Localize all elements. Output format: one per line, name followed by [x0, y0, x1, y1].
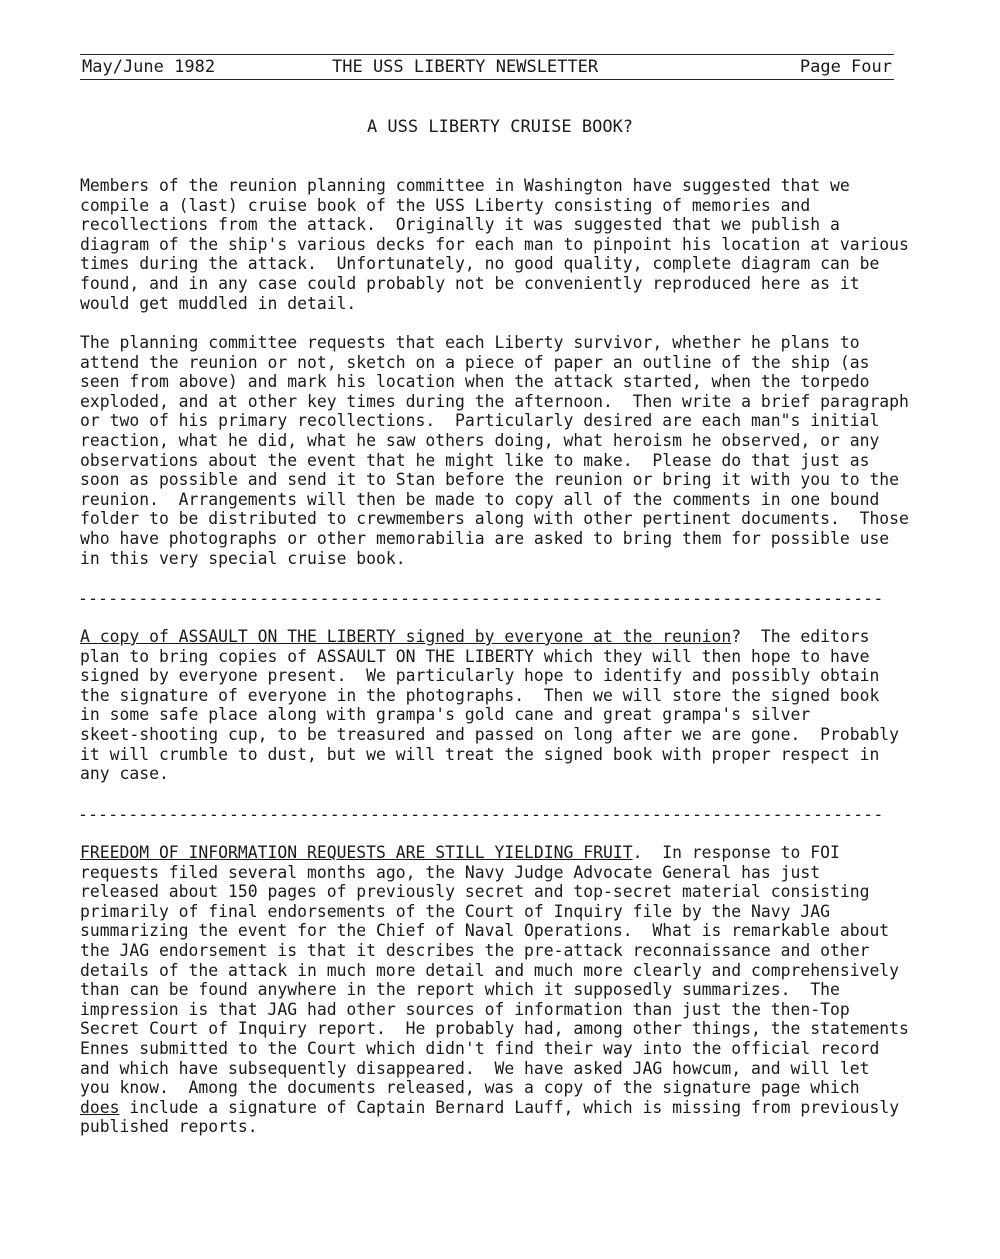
- section-divider: --------------------------------------------------------------------------------: [78, 589, 884, 608]
- emphasis-does: does: [80, 1097, 120, 1117]
- paragraph-foi-requests: FREEDOM OF INFORMATION REQUESTS ARE STILL YIELDING FRUIT. In response to FOI requests filed several months ago, the Navy Judge Advocate General has just released about 150 pages of previously secret and top-secret material consisting primarily of final endorsements of the Court of Inquiry file by the Navy JAG summarizing the event for the Chief of Naval Operations. What is remarkable about the JAG endorsement is that it describes the pre-attack reconnaissance and other details of the attack in much more detail and much more clearly and comprehensively than can be found anywhere in the report which it supposedly summarizes. The impression is that JAG had other sources of information than just the then-Top Secret Court of Inquiry report. He probably had, among other things, the statements Ennes submitted to the Court which didn't find their way into the official record and which have subsequently disappeared. We have asked JAG howcum, and will let you know. Among the documents released, was a copy of the signature page which does include a signature of Captain Bernard Lauff, which is missing from previously published reports.: [80, 843, 909, 1137]
- page-header: [80, 54, 894, 80]
- signed-book-heading: A copy of ASSAULT ON THE LIBERTY signed by everyone at the reunion: [80, 627, 732, 646]
- article-title: A USS LIBERTY CRUISE BOOK?: [366, 117, 634, 137]
- header-title: THE USS LIBERTY NEWSLETTER: [332, 57, 599, 77]
- section-divider: --------------------------------------------------------------------------------: [78, 805, 884, 824]
- paragraph-signed-book: A copy of ASSAULT ON THE LIBERTY signed by everyone at the reunion? The editors plan to bring copies of ASSAULT ON THE LIBERTY which they will then hope to have signed by everyone present. We particularly hope to identify and possibly obtain the signature of everyone in the photographs. Then we will store the signed book in some safe place along with grampa's gold cane and great grampa's silver skeet-shooting cup, to be treasured and passed on long after we are gone. Probably it will crumble to dust, but we will treat the signed book with proper respect in any case.: [80, 627, 900, 784]
- header-page-number: Page Four: [799, 57, 892, 77]
- header-date: May/June 1982: [82, 57, 216, 77]
- foi-heading: FREEDOM OF INFORMATION REQUESTS ARE STILL YIELDING FRUIT: [80, 843, 633, 862]
- paragraph-cruise-book-intro: Members of the reunion planning committee in Washington have suggested that we compile a (last) cruise book of the USS Liberty consisting of memories and recollections from the attack. Originally it was suggested that we publish a diagram of the ship's various decks for each man to pinpoint his location at various times during the attack. Unfortunately, no good quality, complete diagram can be found, and in any case could probably not be conveniently reproduced here as it would get muddled in detail.: [80, 176, 909, 313]
- paragraph-cruise-book-request: The planning committee requests that each Liberty survivor, whether he plans to attend the reunion or not, sketch on a piece of paper an outline of the ship (as seen from above) and mark his location when the attack started, when the torpedo exploded, and at other key times during the afternoon. Then write a brief paragraph or two of his primary recollections. Particularly desired are each man"s initial reaction, what he did, what he saw others doing, what heroism he observed, or any observations about the event that he might like to make. Please do that just as soon as possible and send it to Stan before the reunion or bring it with you to the reunion. Arrangements will then be made to copy all of the comments in one bound folder to be distributed to crewmembers along with other pertinent documents. Those who have photographs or other memorabilia are asked to bring them for possible use in this very special cruise book.: [80, 333, 909, 568]
